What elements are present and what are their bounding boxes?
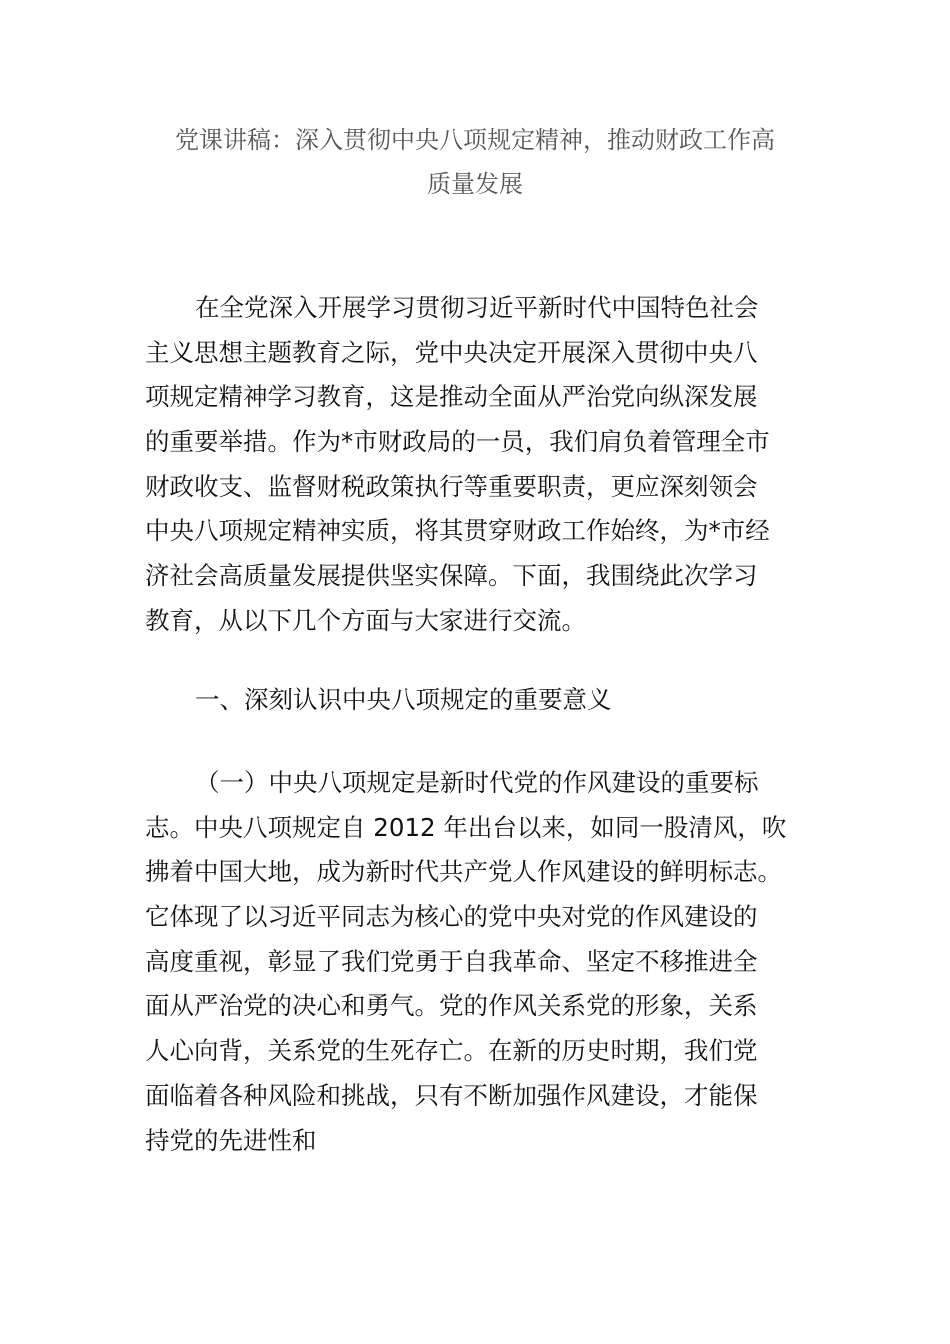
title-line: 质量发展 [427,170,523,198]
text-line: 人心向背，关系党的生死存亡。在新的历史时期，我们党 [145,1036,758,1066]
text-line: 财政收支、监督财税政策执行等重要职责，更应深刻领会 [145,471,758,501]
section-paragraph [145,761,825,1163]
title-line: 党课讲稿：深入贯彻中央八项规定精神，推动财政工作高 [175,126,775,154]
text-line: 拂着中国大地，成为新时代共产党人作风建设的鲜明标志。 [145,857,782,887]
intro-paragraph [145,286,825,644]
text-line: 面临着各种风险和挑战，只有不断加强作风建设，才能保 [145,1080,758,1110]
section-heading [145,678,825,723]
text-line: 济社会高质量发展提供坚实保障。下面，我围绕此次学习 [145,561,758,591]
text-line: 在全党深入开展学习贯彻习近平新时代中国特色社会 [195,293,759,322]
text-line: （一）中央八项规定是新时代党的作风建设的重要标 [195,768,759,797]
text-line: 高度重视，彰显了我们党勇于自我革命、坚定不移推进全 [145,946,758,976]
text-line: 主义思想主题教育之际，党中央决定开展深入贯彻中央八 [145,337,758,367]
text-line: 持党的先进性和 [145,1125,317,1155]
text-line: 中央八项规定精神实质，将其贯穿财政工作始终，为*市经 [145,516,770,546]
text-line: 它体现了以习近平同志为核心的党中央对党的作风建设的 [145,902,758,932]
text-line: 面从严治党的决心和勇气。党的作风关系党的形象，关系 [145,991,758,1021]
document-title [0,118,950,206]
text-line: 教育，从以下几个方面与大家进行交流。 [145,605,586,635]
section-heading-text: 一、深刻认识中央八项规定的重要意义 [195,685,612,714]
text-line: 志。中央八项规定自 2012 年出台以来，如同一股清风，吹 [145,812,787,842]
text-line: 的重要举措。作为*市财政局的一员，我们肩负着管理全市 [145,427,770,457]
text-line: 项规定精神学习教育，这是推动全面从严治党向纵深发展 [145,382,758,412]
